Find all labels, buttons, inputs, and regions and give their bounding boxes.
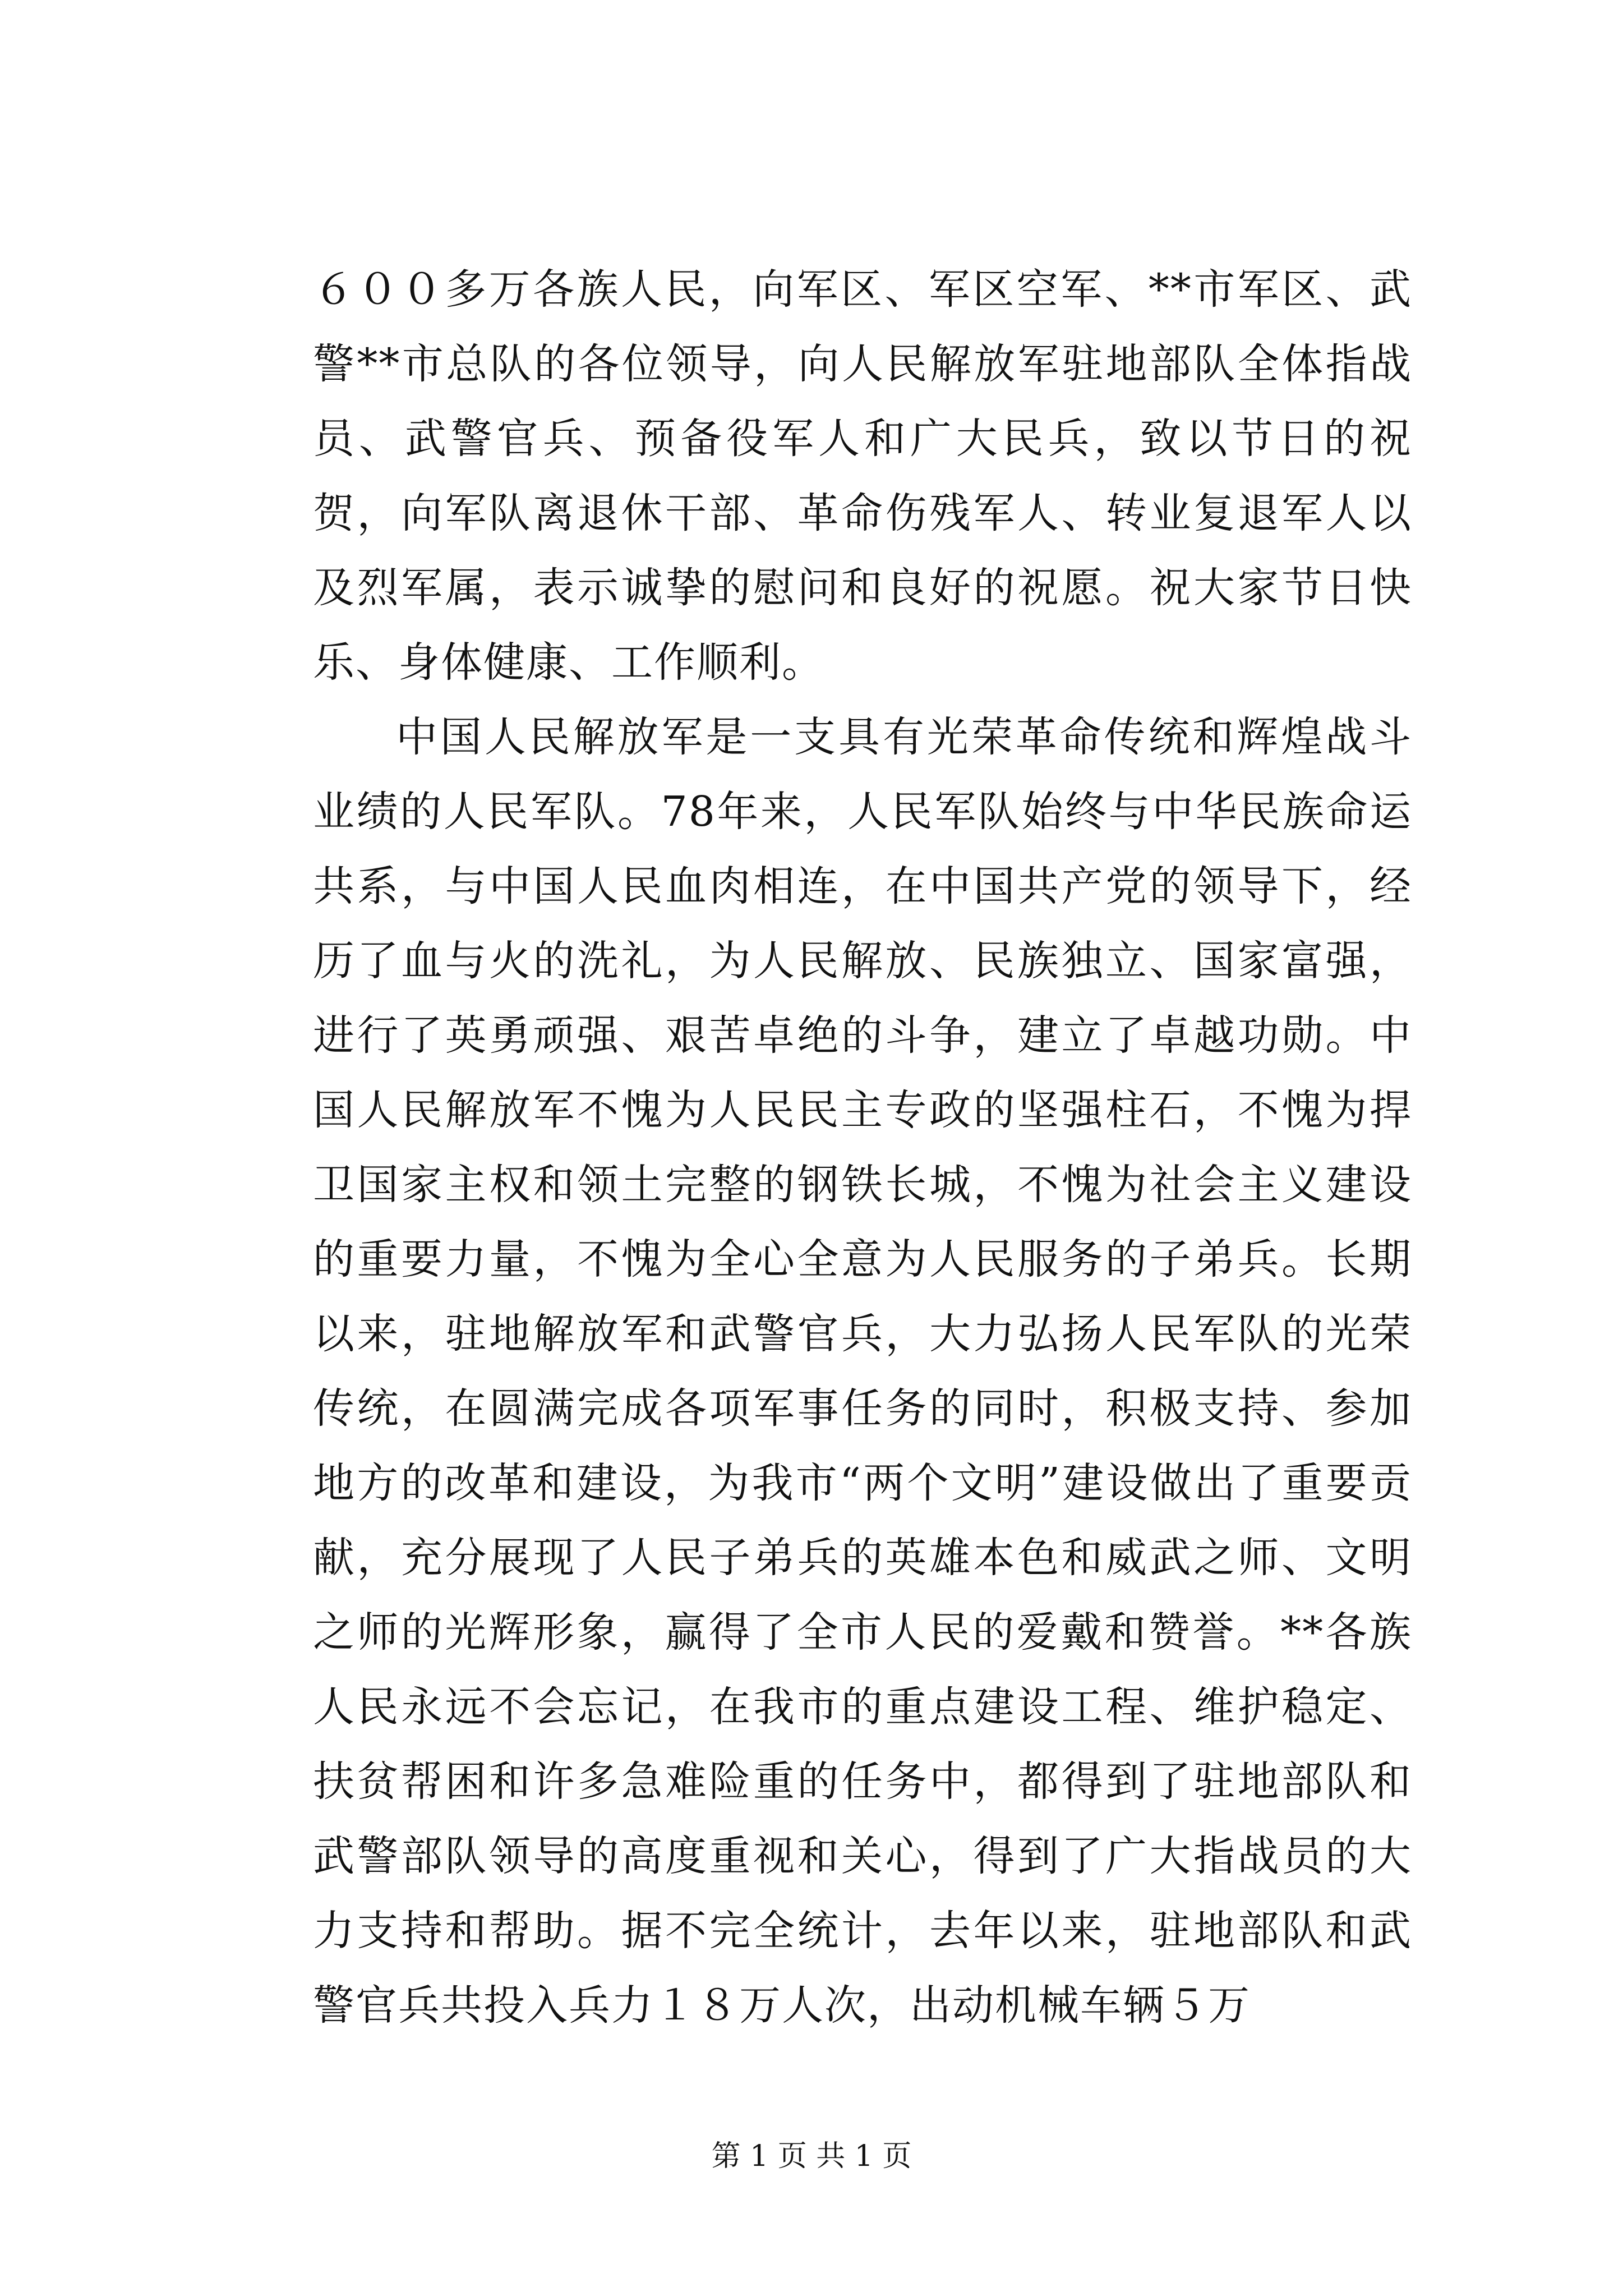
paragraph-1: ６００多万各族人民，向军区、军区空军、**市军区、武警**市总队的各位领导，向人民解放军驻地部队全体指战员、武警官兵、预备役军人和广大民兵，致以节日的祝贺，向军队离退休干部、革命伤残军人、转业复退军人以及烈军属，表示诚挚的慰问和良好的祝愿。祝大家节日快乐、身体健康、工作顺利。 bbox=[313, 265, 1412, 687]
paragraph-2: 中国人民解放军是一支具有光荣革命传统和辉煌战斗业绩的人民军队。78年来，人民军队始终与中华民族命运共系，与中国人民血肉相连，在中国共产党的领导下，经历了血与火的洗礼，为人民解放、民族独立、国家富强，进行了英勇顽强、艰苦卓绝的斗争，建立了卓越功勋。中国人民解放军不愧为人民民主专政的坚强柱石，不愧为捍卫国家主权和领土完整的钢铁长城，不愧为社会主义建设的重要力量，不愧为全心全意为人民服务的子弟兵。长期以来，驻地解放军和武警官兵，大力弘扬人民军队的光荣传统，在圆满完成各项军事任务的同时，积极支持、参加地方的改革和建设，为我市“两个文明”建设做出了重要贡献，充分展现了人民子弟兵的英雄本色和威武之师、文明之师的光辉形象，赢得了全市人民的爱戴和赞誉。**各族人民永远不会忘记，在我市的重点建设工程、维护稳定、扶贫帮困和许多急难险重的任务中，都得到了驻地部队和武警部队领导的高度重视和关心，得到了广大指战员的大力支持和帮助。据不完全统计，去年以来，驻地部队和武警官兵共投入兵力１８万人次，出动机械车辆５万 bbox=[313, 713, 1412, 2030]
page-footer: 第 1 页 共 1 页 bbox=[711, 2139, 912, 2173]
document-body bbox=[313, 252, 1412, 2043]
